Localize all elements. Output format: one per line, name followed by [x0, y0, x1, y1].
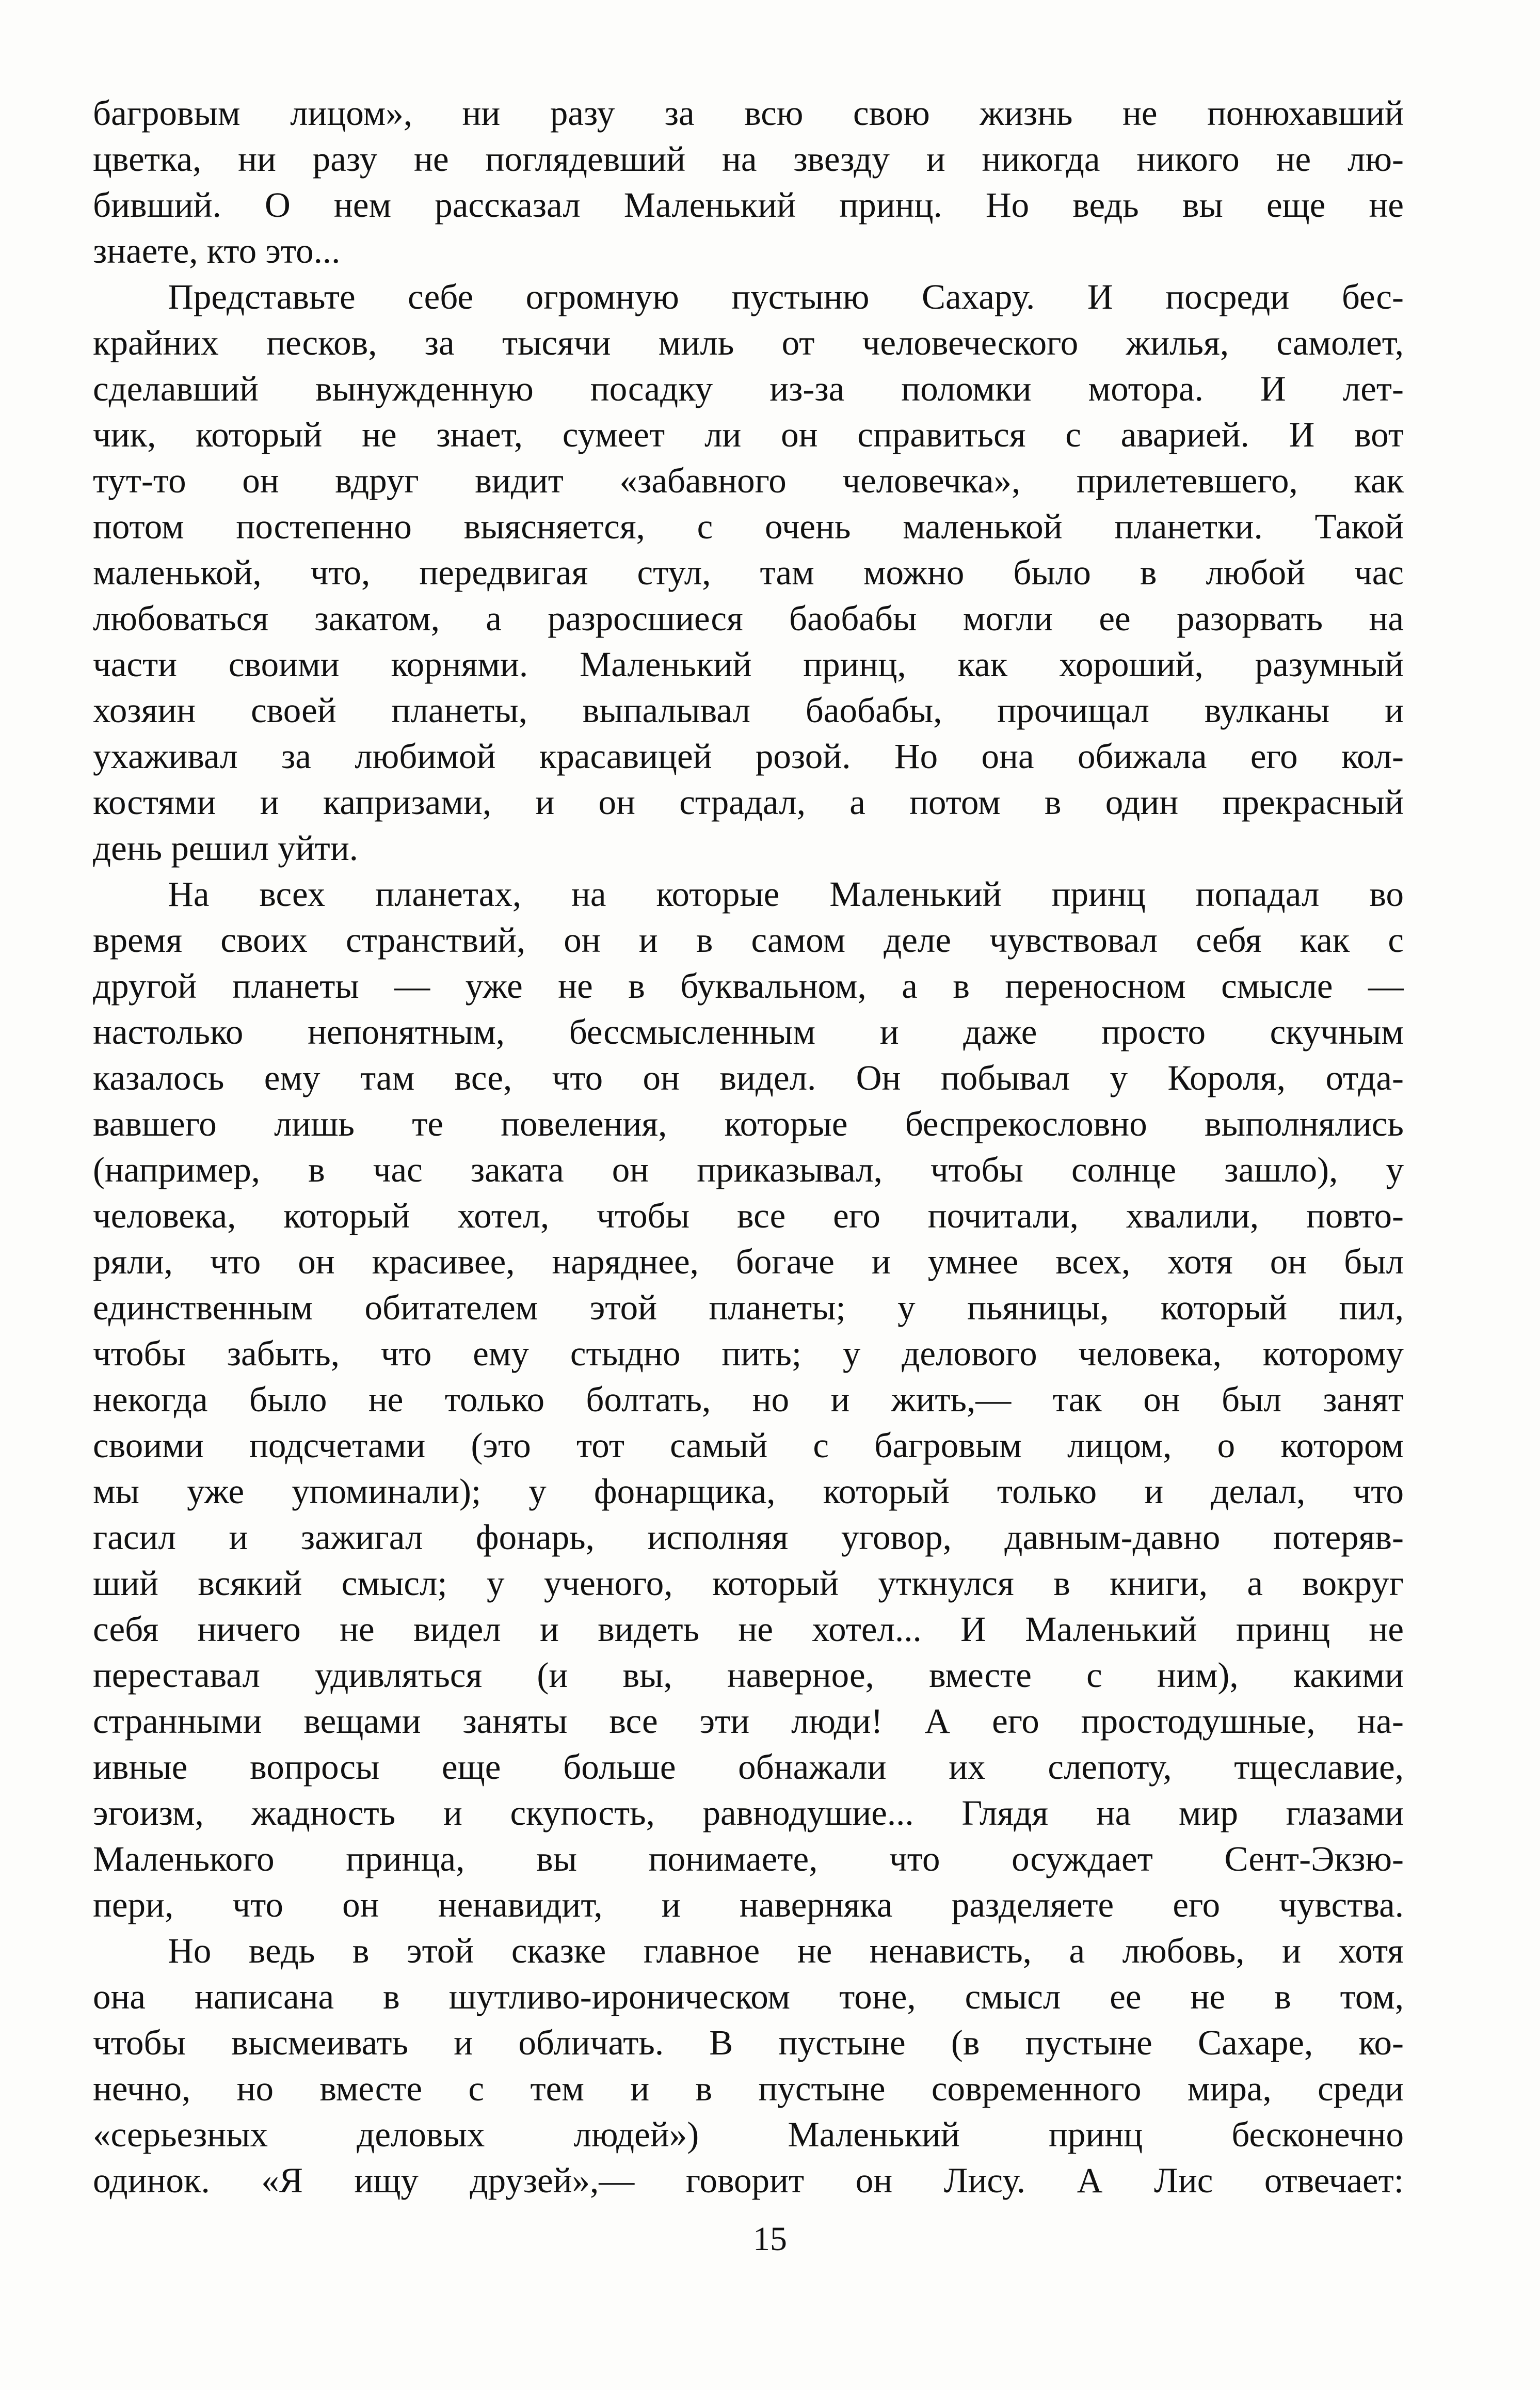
text-line: мы уже упоминали); у фонарщика, который только и делал, что: [93, 1472, 1404, 1511]
body-text: [93, 90, 1404, 2204]
text-line: некогда было не только болтать, но и жить,— так он был занят: [93, 1380, 1404, 1419]
text-line: нечно, но вместе с тем и в пустыне современного мира, среди: [93, 2069, 1404, 2108]
text-line: «серьезных деловых людей») Маленький принц бесконечно: [93, 2115, 1404, 2154]
text-line: Но ведь в этой сказке главное не ненависть, а любовь, и хотя: [168, 1931, 1404, 1970]
page-number: 15: [753, 2220, 787, 2258]
text-line: странными вещами заняты все эти люди! А его простодушные, на-: [93, 1701, 1404, 1741]
text-line: ший всякий смысл; у ученого, который уткнулся в книги, а вокруг: [93, 1564, 1404, 1603]
text-line: маленькой, что, передвигая стул, там можно было в любой час: [93, 553, 1404, 592]
text-line: крайних песков, за тысячи миль от человеческого жилья, самолет,: [93, 323, 1404, 362]
text-line: время своих странствий, он и в самом деле чувствовал себя как с: [93, 920, 1404, 960]
text-line: хозяин своей планеты, выпалывал баобабы, прочищал вулканы и: [93, 691, 1404, 730]
text-line: своими подсчетами (это тот самый с багровым лицом, о котором: [93, 1426, 1404, 1465]
text-line: себя ничего не видел и видеть не хотел... И Маленький принц не: [93, 1610, 1404, 1649]
text-line: Маленького принца, вы понимаете, что осуждает Сент-Экзю-: [93, 1839, 1404, 1878]
text-line: ряли, что он красивее, наряднее, богаче и умнее всех, хотя он был: [93, 1242, 1404, 1281]
text-line: она написана в шутливо-ироническом тоне, смысл ее не в том,: [93, 1977, 1404, 2016]
text-line: На всех планетах, на которые Маленький принц попадал во: [168, 874, 1404, 914]
text-line: (например, в час заката он приказывал, чтобы солнце зашло), у: [93, 1150, 1404, 1189]
text-line: багровым лицом», ни разу за всю свою жизнь не понюхавший: [93, 93, 1404, 133]
text-line: чтобы забыть, что ему стыдно пить; у делового человека, которому: [93, 1334, 1404, 1373]
text-line: Представьте себе огромную пустыню Сахару. И посреди бес-: [168, 277, 1404, 316]
text-line: любоваться закатом, а разросшиеся баобабы могли ее разорвать на: [93, 599, 1404, 638]
text-line: другой планеты — уже не в буквальном, а в переносном смысле —: [93, 966, 1404, 1006]
text-line: казалось ему там все, что он видел. Он побывал у Короля, отда-: [93, 1058, 1404, 1097]
text-line: сделавший вынужденную посадку из-за поломки мотора. И лет-: [93, 369, 1404, 408]
text-line: вавшего лишь те повеления, которые беспрекословно выполнялись: [93, 1104, 1404, 1143]
text-line: чтобы высмеивать и обличать. В пустыне (в пустыне Сахаре, ко-: [93, 2023, 1404, 2062]
text-line: чик, который не знает, сумеет ли он справиться с аварией. И вот: [93, 415, 1404, 454]
text-line: переставал удивляться (и вы, наверное, вместе с ним), какими: [93, 1655, 1404, 1695]
text-line: единственным обитателем этой планеты; у пьяницы, который пил,: [93, 1288, 1404, 1327]
text-line: настолько непонятным, бессмысленным и даже просто скучным: [93, 1012, 1404, 1051]
text-line: одинок. «Я ищу друзей»,— говорит он Лису. А Лис отвечает:: [93, 2161, 1404, 2200]
text-line: цветка, ни разу не поглядевший на звезду и никогда никого не лю-: [93, 139, 1404, 179]
text-line: ивные вопросы еще больше обнажали их слепоту, тщеславие,: [93, 1747, 1404, 1787]
text-line: части своими корнями. Маленький принц, как хороший, разумный: [93, 645, 1404, 684]
text-line: знаете, кто это...: [93, 231, 341, 270]
text-line: человека, который хотел, чтобы все его почитали, хвалили, повто-: [93, 1196, 1404, 1235]
text-line: бивший. О нем рассказал Маленький принц. Но ведь вы еще не: [93, 185, 1404, 225]
text-line: костями и капризами, и он страдал, а потом в один прекрасный: [93, 783, 1404, 822]
text-line: потом постепенно выясняется, с очень маленькой планетки. Такой: [93, 507, 1404, 546]
text-line: пери, что он ненавидит, и наверняка разделяете его чувства.: [93, 1885, 1404, 1924]
text-line: тут-то он вдруг видит «забавного человечка», прилетевшего, как: [93, 461, 1404, 500]
text-line: эгоизм, жадность и скупость, равнодушие... Глядя на мир глазами: [93, 1793, 1404, 1833]
text-line: ухаживал за любимой красавицей розой. Но она обижала его кол-: [93, 737, 1404, 776]
text-line: гасил и зажигал фонарь, исполняя уговор, давным-давно потеряв-: [93, 1518, 1404, 1557]
text-line: день решил уйти.: [93, 828, 358, 868]
